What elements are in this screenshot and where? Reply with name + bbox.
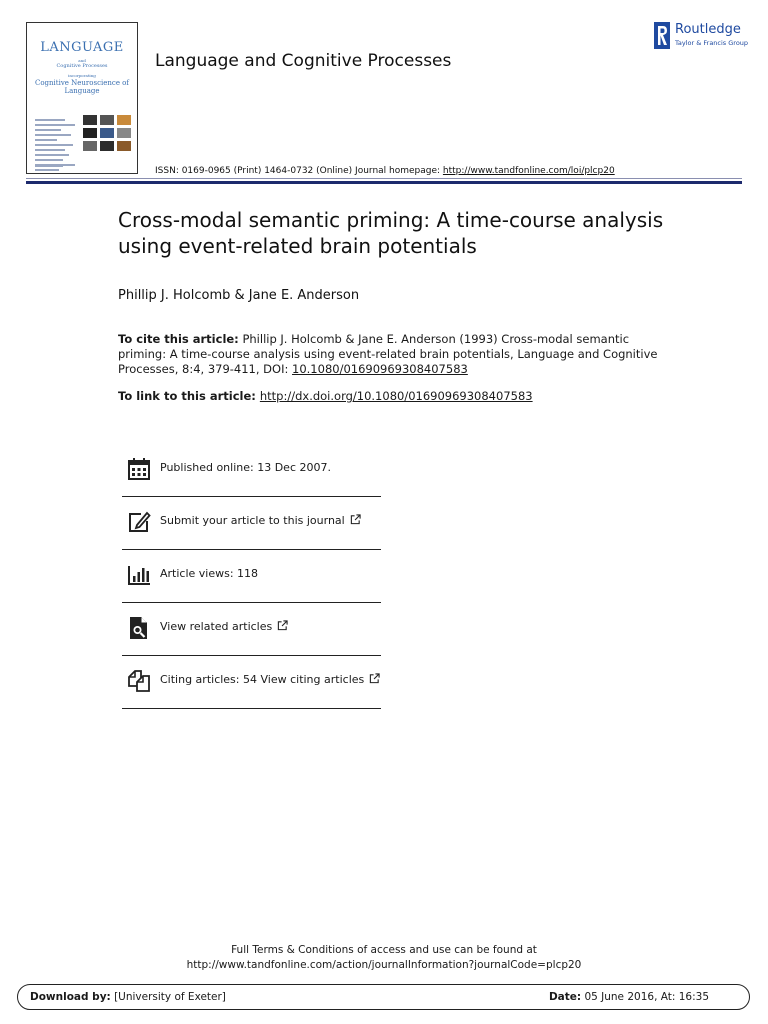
journal-cover-thumbnail — [26, 22, 138, 174]
download-info-bar — [17, 984, 750, 1010]
related-articles-text: View related articles — [160, 620, 273, 633]
routledge-r-icon — [654, 22, 670, 49]
external-link-icon — [350, 514, 361, 525]
citing-articles-text: Citing articles: 54 View citing articles — [160, 673, 365, 686]
doi-link[interactable]: 10.1080/01690969308407583 — [292, 362, 468, 376]
edit-pencil-icon — [127, 510, 151, 534]
article-views-text: Article views: 118 — [160, 567, 259, 580]
download-by — [30, 991, 226, 1003]
citing-articles-row[interactable] — [122, 655, 381, 709]
cover-title: LANGUAGE — [40, 40, 124, 55]
external-link-icon — [369, 673, 380, 684]
cover-neuro: Cognitive Neuroscience of Language — [34, 79, 129, 95]
download-date — [549, 991, 709, 1003]
submit-article-link[interactable] — [160, 514, 361, 527]
link-label: To link to this article: — [118, 389, 260, 403]
published-online-row — [122, 443, 381, 497]
article-views-row — [122, 549, 381, 603]
issn-line — [155, 166, 615, 176]
terms-url-link[interactable]: http://www.tandfonline.com/action/journalInformation?journalCode=plcp20 — [186, 959, 582, 971]
cite-text: Phillip J. Holcomb & Jane E. Anderson (1993) Cross-modal semantic priming: A time-course analysis using event-related brain potentials, Language and Cognitive Processes, 8:4, 379-411, DOI: — [118, 332, 658, 376]
download-by-label: Download by: — [30, 991, 111, 1003]
citation-block — [118, 332, 663, 377]
related-articles-link[interactable] — [160, 620, 288, 633]
publisher-subtitle: Taylor & Francis Group — [675, 39, 749, 47]
journal-name: Language and Cognitive Processes — [155, 51, 452, 71]
citing-documents-icon — [127, 669, 151, 693]
header-rule-thin — [26, 178, 742, 179]
download-by-value: [University of Exeter] — [110, 991, 226, 1003]
cover-incorporating: incorporating — [68, 73, 96, 78]
terms-line-1: Full Terms & Conditions of access and use can be found at — [231, 944, 537, 956]
publisher-name: Routledge — [675, 22, 741, 37]
issn-text: ISSN: 0169-0965 (Print) 1464-0732 (Online) Journal homepage: — [155, 166, 443, 176]
download-date-label: Date: — [548, 991, 582, 1003]
external-link-icon — [277, 620, 288, 631]
download-date-value: 05 June 2016, At: 16:35 — [581, 991, 709, 1003]
cover-subtitle: Cognitive Processes — [56, 63, 108, 69]
cover-publisher-logo — [35, 164, 63, 167]
terms-notice — [0, 943, 768, 973]
citing-articles-link[interactable] — [160, 673, 380, 686]
article-title: Cross-modal semantic priming: A time-course analysis using event-related brain potentials — [118, 208, 664, 258]
document-search-icon — [127, 616, 151, 640]
journal-homepage-link[interactable]: http://www.tandfonline.com/loi/plcp20 — [442, 166, 615, 176]
related-articles-row[interactable] — [122, 602, 381, 656]
article-url-link[interactable]: http://dx.doi.org/10.1080/01690969308407583 — [259, 389, 533, 403]
cite-label: To cite this article: — [118, 332, 239, 346]
cover-brain-images — [83, 115, 131, 151]
submit-article-row[interactable] — [122, 496, 381, 550]
bar-chart-icon — [127, 563, 151, 587]
publisher-logo — [652, 22, 752, 50]
article-link-block — [118, 389, 533, 403]
submit-article-text: Submit your article to this journal — [160, 514, 345, 527]
calendar-icon — [127, 457, 151, 481]
article-authors: Phillip J. Holcomb & Jane E. Anderson — [118, 288, 360, 303]
header-rule-thick — [26, 181, 742, 184]
published-online-text: Published online: 13 Dec 2007. — [160, 461, 331, 474]
cover-and: and — [78, 58, 86, 63]
